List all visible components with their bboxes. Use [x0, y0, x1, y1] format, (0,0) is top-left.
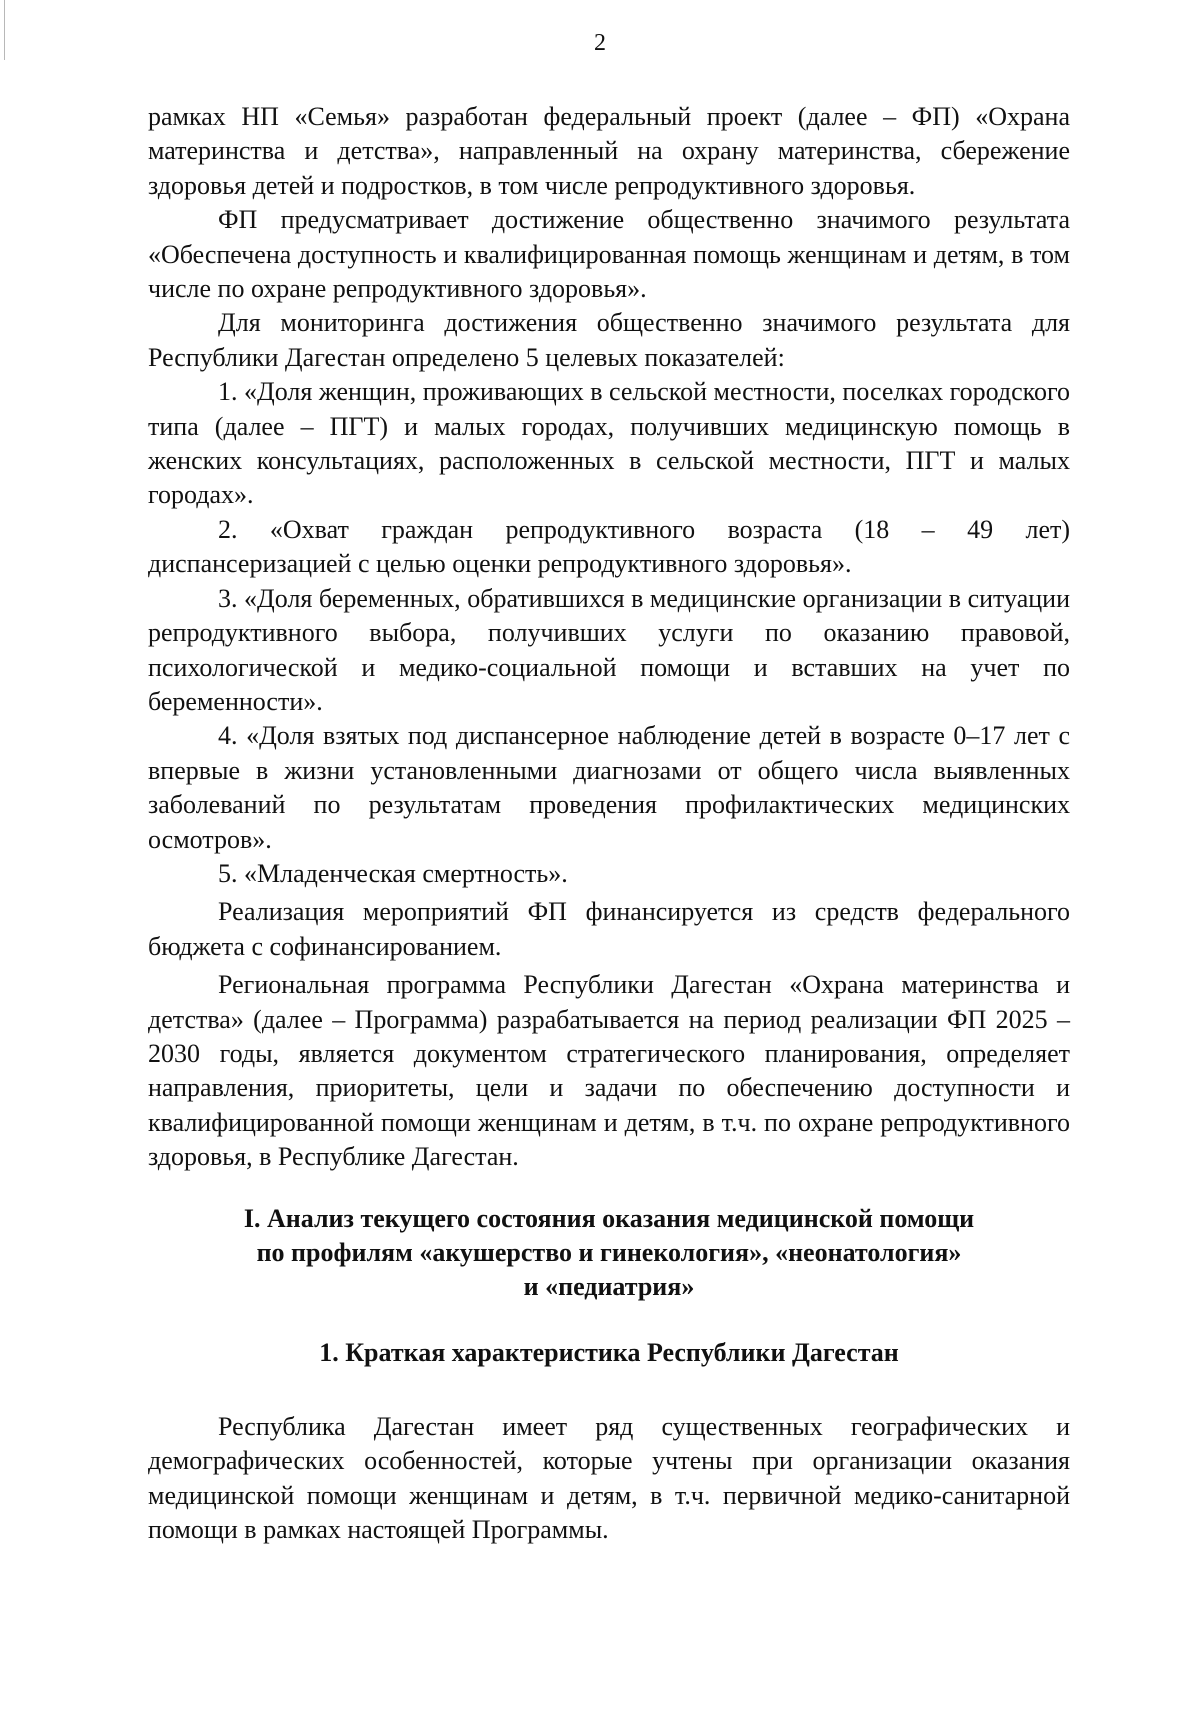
- section-heading-line-1: I. Анализ текущего состояния оказания медицинской помощи: [243, 1204, 975, 1233]
- indicator-4: 4. «Доля взятых под диспансерное наблюдение детей в возрасте 0–17 лет с впервые в жизни установленными диагнозами от общего числа выявленных заболеваний по результатам проведения профилактических медицинских осмотров».: [148, 721, 1070, 854]
- body-text: [148, 100, 1070, 1175]
- paragraph-dagestan-features: Республика Дагестан имеет ряд существенных географических и демографических особенностей, которые учтены при организации оказания медицинской помощи женщинам и детям, в т.ч. первичной медико-санитарной помощи в рамках настоящей Программы.: [148, 1412, 1070, 1545]
- subsection-heading: 1. Краткая характеристика Республики Дагестан: [319, 1338, 899, 1367]
- indicator-1: 1. «Доля женщин, проживающих в сельской местности, поселках городского типа (далее – ПГТ) и малых городах, получивших медицинскую помощь в женских консультациях, расположенных в сельской местности, ПГТ и малых городах».: [148, 377, 1070, 510]
- indicator-2: 2. «Охват граждан репродуктивного возраста (18 – 49 лет) диспансеризацией с целью оценки репродуктивного здоровья».: [148, 514, 1070, 579]
- section-heading-line-2: по профилям «акушерство и гинекология», «неонатология»: [256, 1238, 962, 1267]
- section-heading: [148, 1202, 1070, 1304]
- paragraph-np-family: рамках НП «Семья» разработан федеральный проект (далее – ФП) «Охрана материнства и детства», направленный на охрану материнства, сбережение здоровья детей и подростков, в том числе репродуктивного здоровья.: [148, 102, 1070, 200]
- section-heading-line-3: и «педиатрия»: [523, 1272, 695, 1301]
- indicator-5: 5. «Младенческая смертность».: [218, 858, 568, 888]
- paragraph-financing: Реализация мероприятий ФП финансируется из средств федерального бюджета с софинансированием.: [148, 897, 1070, 961]
- closing-text: [148, 1410, 1070, 1548]
- page-number: 2: [594, 30, 606, 56]
- indicator-3: 3. «Доля беременных, обратившихся в медицинские организации в ситуации репродуктивного выбора, получивших услуги по оказанию правовой, психологической и медико-социальной помощи и вставших на учет по беременности».: [148, 583, 1070, 716]
- paragraph-fp-result: ФП предусматривает достижение общественно значимого результата «Обеспечена доступность и квалифицированная помощь женщинам и детям, в том числе по охране репродуктивного здоровья».: [148, 205, 1070, 304]
- paragraph-monitoring: Для мониторинга достижения общественно значимого результата для Республики Дагестан определено 5 целевых показателей:: [148, 308, 1070, 372]
- paragraph-regional-program: Региональная программа Республики Дагестан «Охрана материнства и детства» (далее – Программа) разрабатывается на период реализации ФП 2025 – 2030 годы, является документом стратегического планирования, определяет направления, приоритеты, цели и задачи по обеспечению доступности и квалифицированной помощи женщинам и детям, в т.ч. по охране репродуктивного здоровья, в Республике Дагестан.: [148, 970, 1070, 1172]
